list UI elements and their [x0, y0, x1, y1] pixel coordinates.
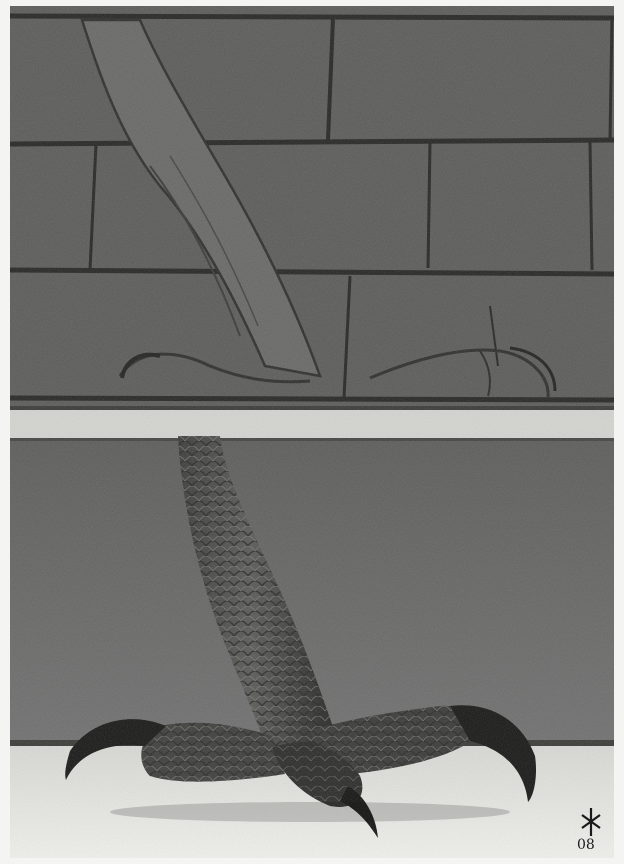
engraver-monogram [574, 806, 608, 852]
photo-scene [10, 6, 614, 858]
monogram-mark-icon [574, 806, 608, 852]
photo-plate [10, 6, 614, 858]
monogram-text: 08 [577, 837, 595, 852]
